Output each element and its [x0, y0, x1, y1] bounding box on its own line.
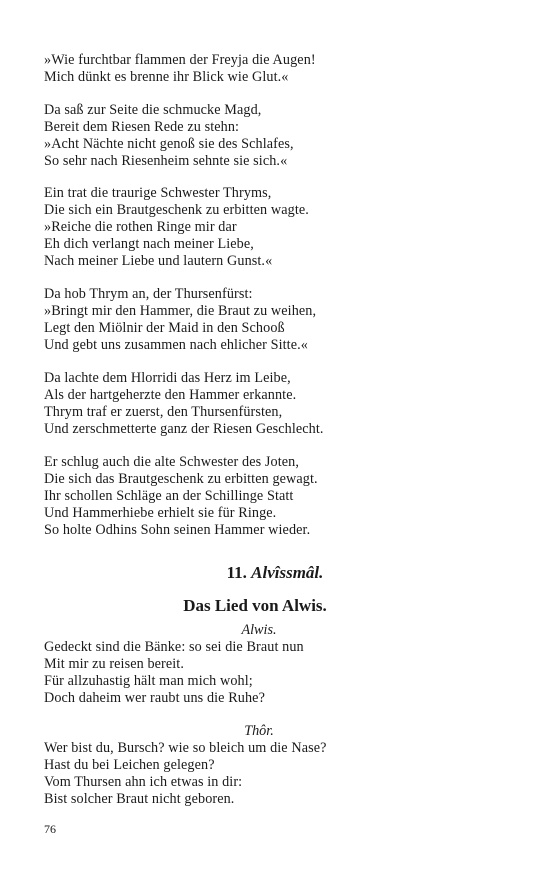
- verse-line: Legt den Miölnir der Maid in den Schooß: [44, 320, 285, 336]
- verse-line: So holte Odhins Sohn seinen Hammer wieder.: [44, 522, 311, 538]
- verse-line: Vom Thursen ahn ich etwas in dir:: [44, 774, 243, 790]
- verse-line: Als der hartgeherzte den Hammer erkannte.: [44, 387, 297, 403]
- speaker-name: Thôr.: [244, 723, 274, 739]
- verse-line: Bereit dem Riesen Rede zu stehn:: [44, 119, 240, 135]
- chapter-heading: [0, 563, 550, 583]
- verse-line: Thrym traf er zuerst, den Thursenfürsten,: [44, 404, 283, 420]
- verse-line: Da lachte dem Hlorridi das Herz im Leibe,: [44, 370, 291, 386]
- verse-line: Für allzuhastig hält man mich wohl;: [44, 673, 253, 689]
- page-number: 76: [44, 822, 56, 836]
- verse-line: »Acht Nächte nicht genoß sie des Schlafes,: [44, 136, 294, 152]
- chapter-number: 11.: [226, 563, 247, 582]
- verse-line: So sehr nach Riesenheim sehnte sie sich.«: [44, 153, 288, 169]
- verse-line: Da saß zur Seite die schmucke Magd,: [44, 102, 262, 118]
- verse-line: Wer bist du, Bursch? wie so bleich um die Nase?: [44, 740, 327, 756]
- verse-line: Und zerschmetterte ganz der Riesen Geschlecht.: [44, 421, 324, 437]
- verse-line: Mit mir zu reisen bereit.: [44, 656, 184, 672]
- verse-line: Doch daheim wer raubt uns die Ruhe?: [44, 690, 265, 706]
- verse-line: Mich dünkt es brenne ihr Blick wie Glut.«: [44, 69, 289, 85]
- verse-line: Und Hammerhiebe erhielt sie für Ringe.: [44, 505, 277, 521]
- verse-line: Die sich das Brautgeschenk zu erbitten gewagt.: [44, 471, 318, 487]
- verse-line: Ein trat die traurige Schwester Thryms,: [44, 185, 272, 201]
- verse-line: Bist solcher Braut nicht geboren.: [44, 791, 235, 807]
- speaker-name: Alwis.: [241, 622, 277, 638]
- poem-subtitle: Das Lied von Alwis.: [183, 596, 327, 615]
- verse-line: Er schlug auch die alte Schwester des Joten,: [44, 454, 299, 470]
- verse-line: »Reiche die rothen Ringe mir dar: [44, 219, 237, 235]
- verse-line: »Wie furchtbar flammen der Freyja die Augen!: [44, 52, 316, 68]
- verse-line: Da hob Thrym an, der Thursenfürst:: [44, 286, 253, 302]
- chapter-title: Alvîssmâl.: [251, 563, 324, 582]
- verse-line: Eh dich verlangt nach meiner Liebe,: [44, 236, 254, 252]
- verse-line: »Bringt mir den Hammer, die Braut zu weihen,: [44, 303, 317, 319]
- verse-line: Nach meiner Liebe und lautern Gunst.«: [44, 253, 273, 269]
- verse-line: Gedeckt sind die Bänke: so sei die Braut nun: [44, 639, 304, 655]
- verse-line: Und gebt uns zusammen nach ehlicher Sitte.«: [44, 337, 308, 353]
- verse-line: Hast du bei Leichen gelegen?: [44, 757, 215, 773]
- verse-line: Ihr schollen Schläge an der Schillinge Statt: [44, 488, 294, 504]
- verse-line: Die sich ein Brautgeschenk zu erbitten wagte.: [44, 202, 309, 218]
